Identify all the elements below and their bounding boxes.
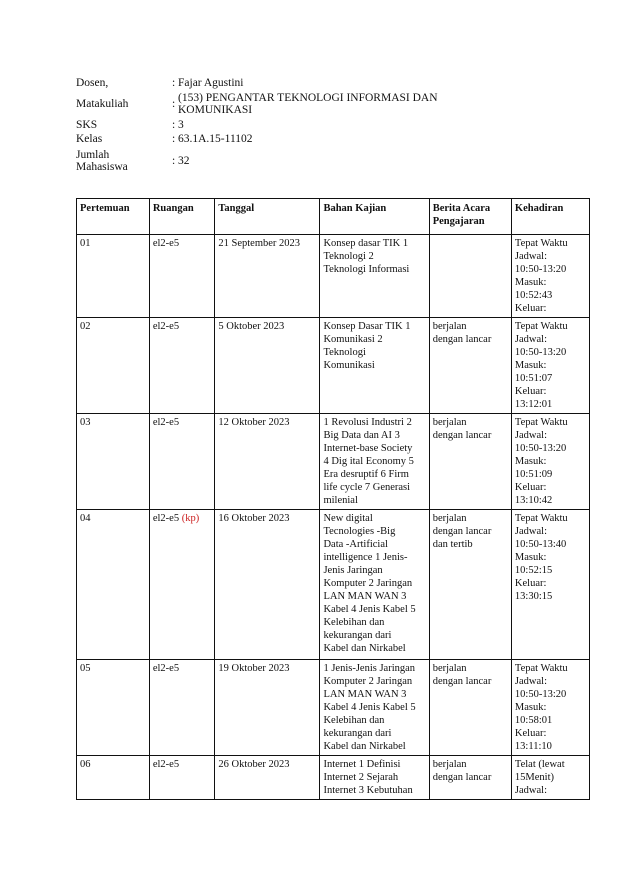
ruangan-text: el2-e5: [152, 663, 180, 674]
cell-ruangan: [149, 660, 215, 756]
cell-pertemuan: 04: [77, 510, 150, 660]
cell-kehadiran: Telat (lewat 15Menit) Jadwal:: [511, 756, 589, 800]
cell-kehadiran: Tepat Waktu Jadwal: 10:50-13:20 Masuk: 10:51:09 Keluar: 13:10:42: [511, 414, 589, 510]
dosen-value: Fajar Agustini: [178, 77, 244, 89]
ruangan-text: el2-e5: [152, 321, 180, 332]
info-label: Kelas: [76, 133, 103, 145]
cell-berita-acara: berjalan dengan lancar: [429, 414, 511, 510]
info-row-jumlah: [76, 146, 478, 176]
info-label: Jumlah Mahasiswa: [76, 149, 128, 173]
table-row: [77, 660, 590, 756]
info-separator: :: [172, 77, 176, 89]
header-kehadiran: Kehadiran: [511, 199, 589, 235]
cell-bahan-kajian: New digital Tecnologies -Big Data -Artificial intelligence 1 Jenis- Jenis Jaringan Komputer 2 Jaringan LAN MAN WAN 3 Kabel 4 Jenis Kabel 5 Kelebihan dan kekurangan dari Kabel dan Nirkabel: [320, 510, 429, 660]
attendance-table: [76, 198, 590, 800]
table-row: [77, 414, 590, 510]
cell-ruangan: [149, 235, 215, 318]
info-row-sks: [76, 118, 478, 132]
header-tanggal: Tanggal: [215, 199, 320, 235]
ruangan-text: el2-e5: [152, 513, 180, 524]
cell-pertemuan: 06: [77, 756, 150, 800]
info-label: Matakuliah: [76, 98, 129, 110]
cell-ruangan: [149, 318, 215, 414]
ruangan-text: el2-e5: [152, 759, 180, 770]
ruangan-text: el2-e5: [152, 238, 180, 249]
info-separator: :: [172, 119, 176, 131]
cell-bahan-kajian: 1 Revolusi Industri 2 Big Data dan AI 3 Internet-base Society 4 Dig ital Economy 5 Era desruptif 6 Firm life cycle 7 Generasi milenial: [320, 414, 429, 510]
cell-ruangan: [149, 510, 215, 660]
table-row: [77, 756, 590, 800]
cell-berita-acara: berjalan dengan lancar: [429, 660, 511, 756]
cell-bahan-kajian: Internet 1 Definisi Internet 2 Sejarah Internet 3 Kebutuhan: [320, 756, 429, 800]
cell-ruangan: [149, 414, 215, 510]
cell-berita-acara: [429, 235, 511, 318]
cell-pertemuan: 01: [77, 235, 150, 318]
cell-berita-acara: berjalan dengan lancar: [429, 318, 511, 414]
cell-kehadiran: Tepat Waktu Jadwal: 10:50-13:20 Masuk: 10:52:43 Keluar:: [511, 235, 589, 318]
kelas-value: 63.1A.15-11102: [178, 133, 253, 145]
cell-tanggal: 26 Oktober 2023: [215, 756, 320, 800]
table-header-row: [77, 199, 590, 235]
cell-bahan-kajian: Konsep dasar TIK 1 Teknologi 2 Teknologi Informasi: [320, 235, 429, 318]
cell-tanggal: 16 Oktober 2023: [215, 510, 320, 660]
header-pertemuan: Pertemuan: [77, 199, 150, 235]
header-bahan-kajian: Bahan Kajian: [320, 199, 429, 235]
matakuliah-value: (153) PENGANTAR TEKNOLOGI INFORMASI DAN KOMUNIKASI: [178, 92, 438, 116]
cell-ruangan: [149, 756, 215, 800]
cell-pertemuan: 05: [77, 660, 150, 756]
cell-tanggal: 5 Oktober 2023: [215, 318, 320, 414]
info-label: Dosen,: [76, 77, 109, 89]
cell-tanggal: 19 Oktober 2023: [215, 660, 320, 756]
ruangan-flag: (kp): [181, 513, 200, 524]
course-info: [76, 76, 478, 176]
cell-kehadiran: Tepat Waktu Jadwal: 10:50-13:20 Masuk: 10:51:07 Keluar: 13:12:01: [511, 318, 589, 414]
cell-pertemuan: 03: [77, 414, 150, 510]
info-row-dosen: [76, 76, 478, 90]
cell-berita-acara: berjalan dengan lancar: [429, 756, 511, 800]
info-separator: :: [172, 133, 176, 145]
info-row-kelas: [76, 132, 478, 146]
sks-value: 3: [178, 119, 184, 131]
cell-bahan-kajian: Konsep Dasar TIK 1 Komunikasi 2 Teknologi Komunikasi: [320, 318, 429, 414]
cell-tanggal: 12 Oktober 2023: [215, 414, 320, 510]
header-berita-acara: Berita Acara Pengajaran: [429, 199, 511, 235]
jumlah-value: 32: [178, 155, 190, 167]
cell-kehadiran: Tepat Waktu Jadwal: 10:50-13:20 Masuk: 10:58:01 Keluar: 13:11:10: [511, 660, 589, 756]
info-label: SKS: [76, 119, 98, 131]
cell-berita-acara: berjalan dengan lancar dan tertib: [429, 510, 511, 660]
cell-pertemuan: 02: [77, 318, 150, 414]
info-separator: :: [172, 155, 176, 167]
header-ruangan: Ruangan: [149, 199, 215, 235]
table-row: [77, 318, 590, 414]
table-row: [77, 235, 590, 318]
cell-kehadiran: Tepat Waktu Jadwal: 10:50-13:40 Masuk: 10:52:15 Keluar: 13:30:15: [511, 510, 589, 660]
cell-bahan-kajian: 1 Jenis-Jenis Jaringan Komputer 2 Jaringan LAN MAN WAN 3 Kabel 4 Jenis Kabel 5 Kelebihan dan kekurangan dari Kabel dan Nirkabel: [320, 660, 429, 756]
info-separator: :: [172, 98, 176, 110]
ruangan-text: el2-e5: [152, 417, 180, 428]
info-row-matakuliah: [76, 90, 478, 118]
table-row: [77, 510, 590, 660]
cell-tanggal: 21 September 2023: [215, 235, 320, 318]
